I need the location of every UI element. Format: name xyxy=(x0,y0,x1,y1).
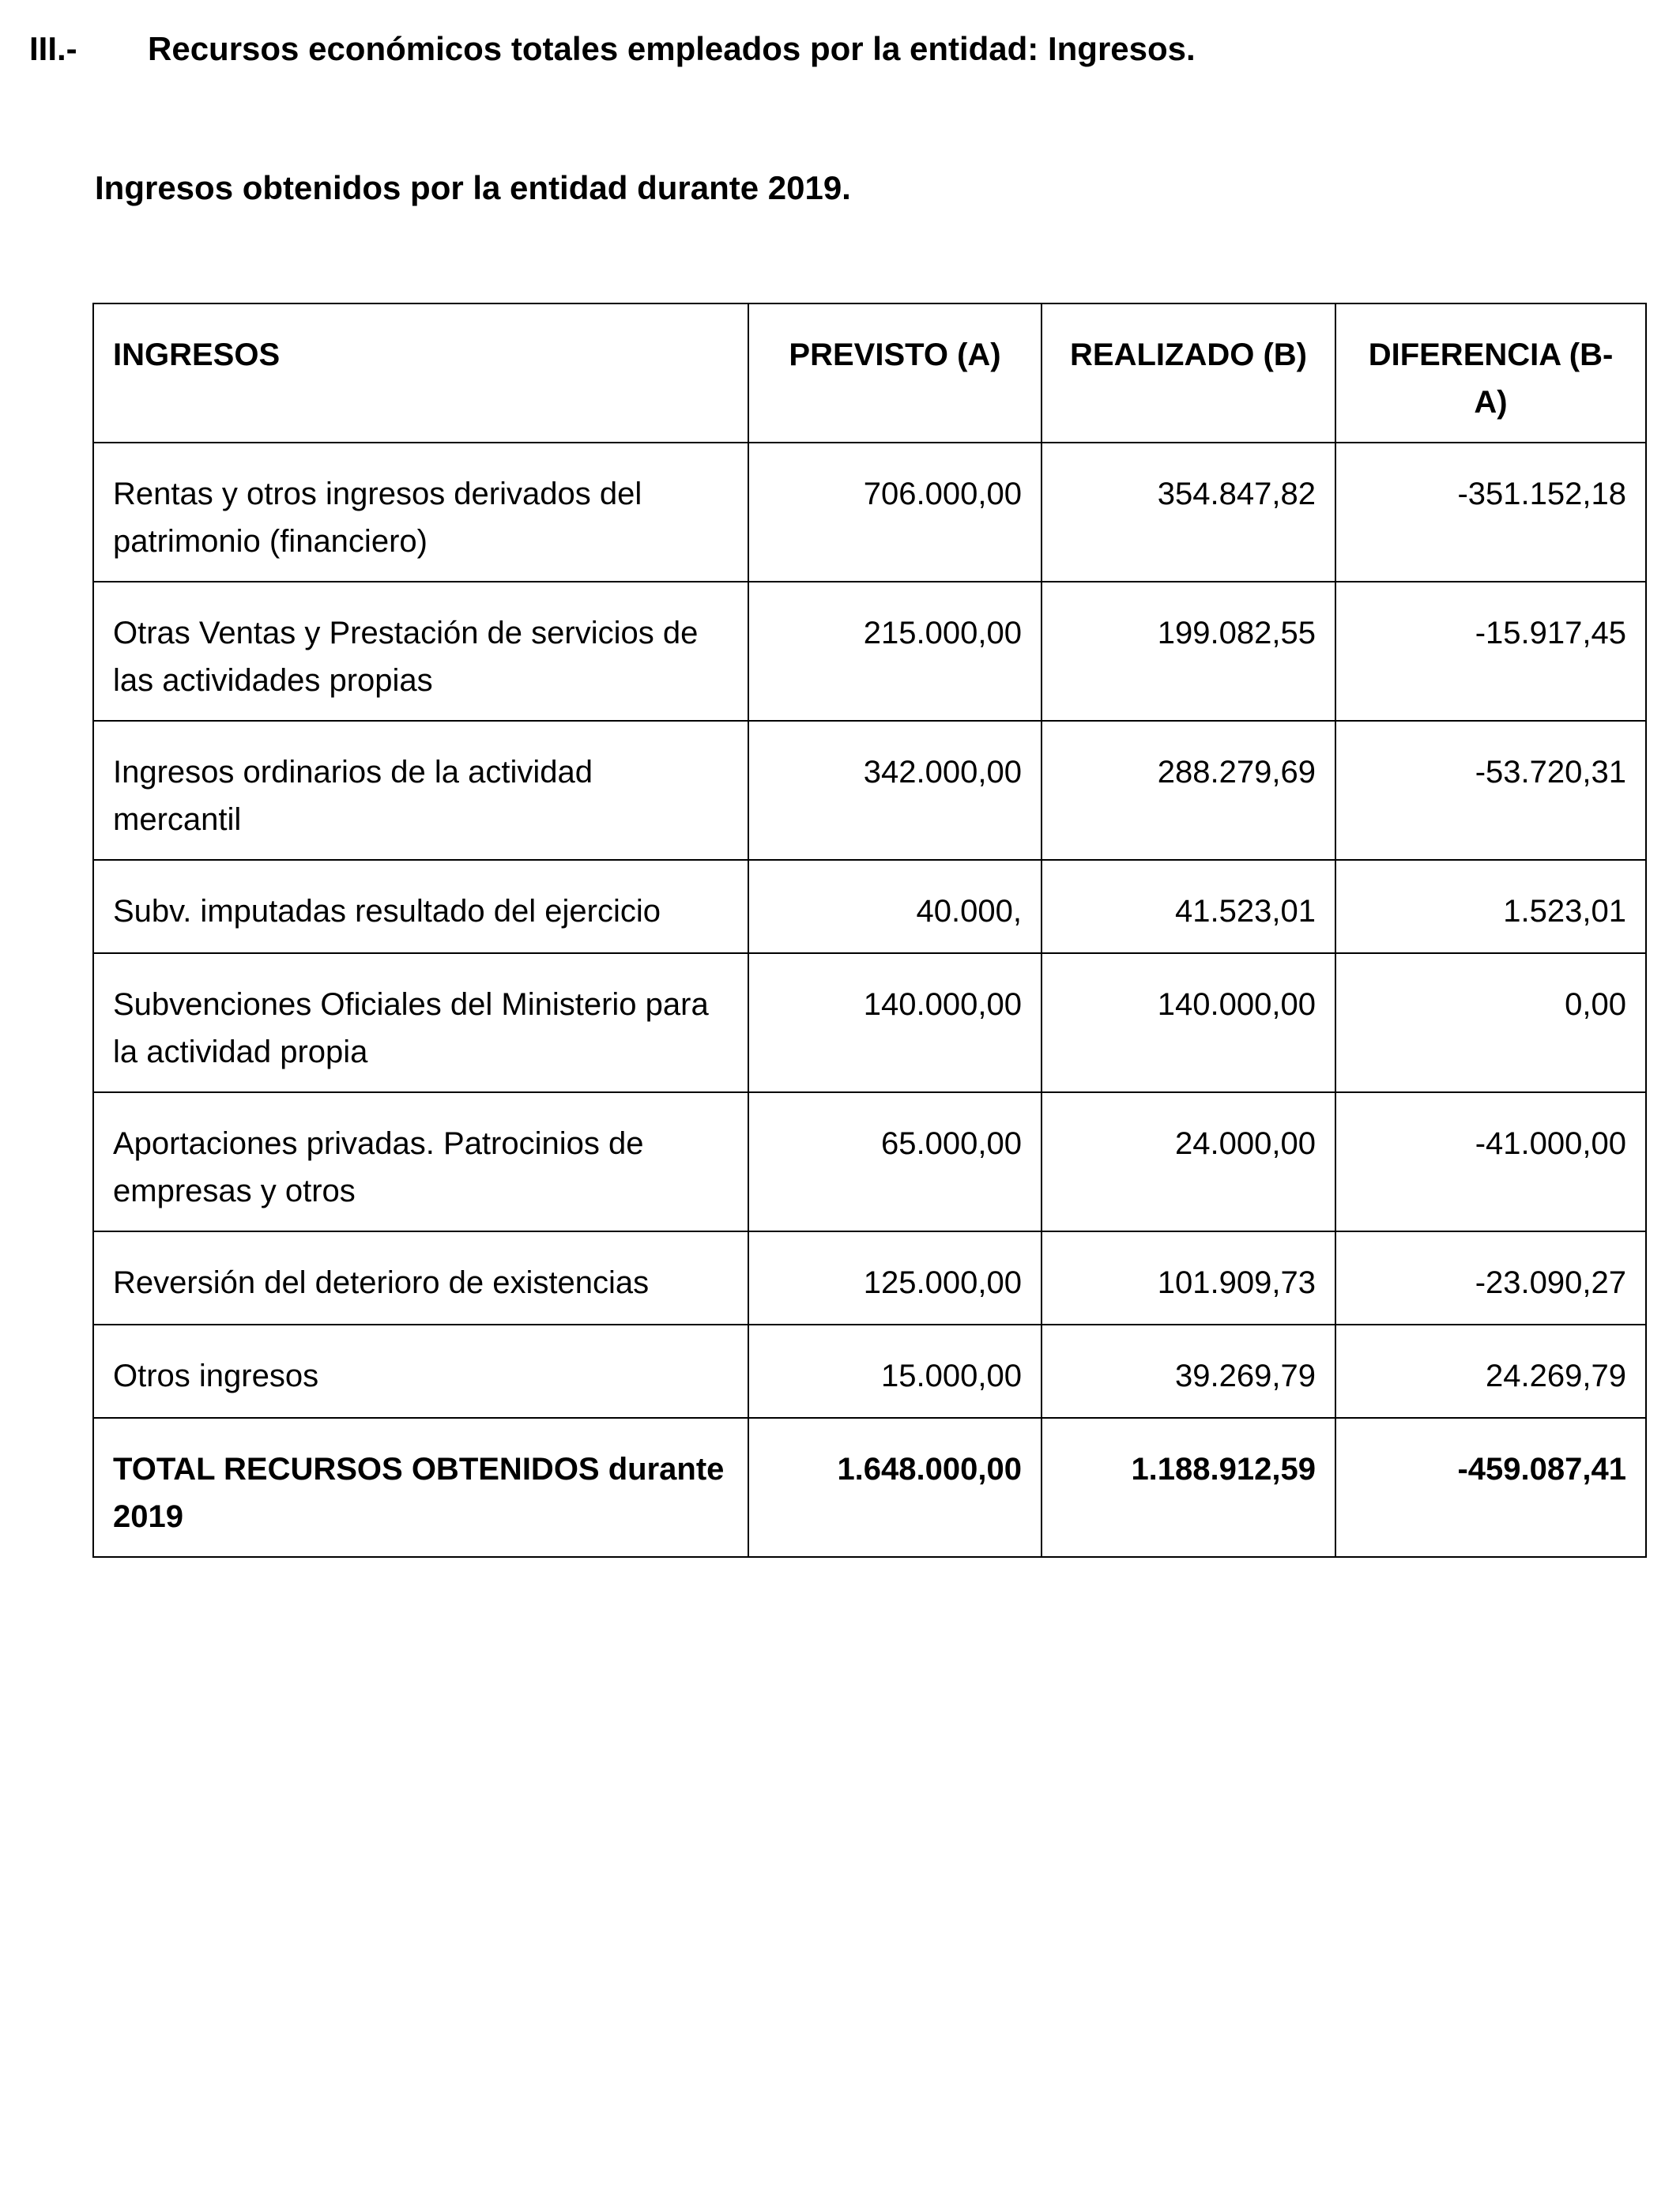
row-previsto: 706.000,00 xyxy=(748,443,1042,582)
row-realizado: 288.279,69 xyxy=(1042,721,1335,860)
table-row xyxy=(93,582,1646,721)
section-title: Recursos económicos totales empleados por la entidad: Ingresos. xyxy=(148,30,1196,67)
table-row xyxy=(93,443,1646,582)
table-subtitle: Ingresos obtenidos por la entidad durante 2019. xyxy=(95,169,851,206)
row-concept: Subvenciones Oficiales del Ministerio para la actividad propia xyxy=(93,953,748,1092)
table-row xyxy=(93,1325,1646,1418)
table-total-row xyxy=(93,1418,1646,1557)
row-concept: Subv. imputadas resultado del ejercicio xyxy=(93,860,748,953)
row-concept: Reversión del deterioro de existencias xyxy=(93,1231,748,1325)
table-row xyxy=(93,1231,1646,1325)
total-diferencia: -459.087,41 xyxy=(1335,1418,1646,1557)
row-realizado: 24.000,00 xyxy=(1042,1092,1335,1231)
header-ingresos: INGRESOS xyxy=(93,303,748,443)
total-previsto: 1.648.000,00 xyxy=(748,1418,1042,1557)
row-diferencia: -351.152,18 xyxy=(1335,443,1646,582)
row-diferencia: -53.720,31 xyxy=(1335,721,1646,860)
total-realizado: 1.188.912,59 xyxy=(1042,1418,1335,1557)
table-row xyxy=(93,1092,1646,1231)
row-realizado: 354.847,82 xyxy=(1042,443,1335,582)
row-diferencia: 24.269,79 xyxy=(1335,1325,1646,1418)
row-previsto: 40.000, xyxy=(748,860,1042,953)
row-concept: Ingresos ordinarios de la actividad mercantil xyxy=(93,721,748,860)
row-diferencia: 0,00 xyxy=(1335,953,1646,1092)
total-concept: TOTAL RECURSOS OBTENIDOS durante 2019 xyxy=(93,1418,748,1557)
row-realizado: 39.269,79 xyxy=(1042,1325,1335,1418)
row-diferencia: -41.000,00 xyxy=(1335,1092,1646,1231)
row-previsto: 140.000,00 xyxy=(748,953,1042,1092)
row-realizado: 41.523,01 xyxy=(1042,860,1335,953)
row-previsto: 125.000,00 xyxy=(748,1231,1042,1325)
income-table xyxy=(92,303,1647,1558)
table-row xyxy=(93,721,1646,860)
header-realizado: REALIZADO (B) xyxy=(1042,303,1335,443)
row-concept: Otras Ventas y Prestación de servicios de las actividades propias xyxy=(93,582,748,721)
row-diferencia: 1.523,01 xyxy=(1335,860,1646,953)
row-diferencia: -23.090,27 xyxy=(1335,1231,1646,1325)
section-number: III.- xyxy=(29,30,77,67)
table-row xyxy=(93,860,1646,953)
row-concept: Otros ingresos xyxy=(93,1325,748,1418)
row-realizado: 199.082,55 xyxy=(1042,582,1335,721)
table-row xyxy=(93,953,1646,1092)
section-heading xyxy=(29,30,1196,68)
row-previsto: 342.000,00 xyxy=(748,721,1042,860)
table-header-row xyxy=(93,303,1646,443)
row-realizado: 140.000,00 xyxy=(1042,953,1335,1092)
row-diferencia: -15.917,45 xyxy=(1335,582,1646,721)
row-concept: Rentas y otros ingresos derivados del patrimonio (financiero) xyxy=(93,443,748,582)
row-previsto: 65.000,00 xyxy=(748,1092,1042,1231)
header-previsto: PREVISTO (A) xyxy=(748,303,1042,443)
row-realizado: 101.909,73 xyxy=(1042,1231,1335,1325)
row-previsto: 15.000,00 xyxy=(748,1325,1042,1418)
row-concept: Aportaciones privadas. Patrocinios de empresas y otros xyxy=(93,1092,748,1231)
row-previsto: 215.000,00 xyxy=(748,582,1042,721)
header-diferencia: DIFERENCIA (B-A) xyxy=(1335,303,1646,443)
